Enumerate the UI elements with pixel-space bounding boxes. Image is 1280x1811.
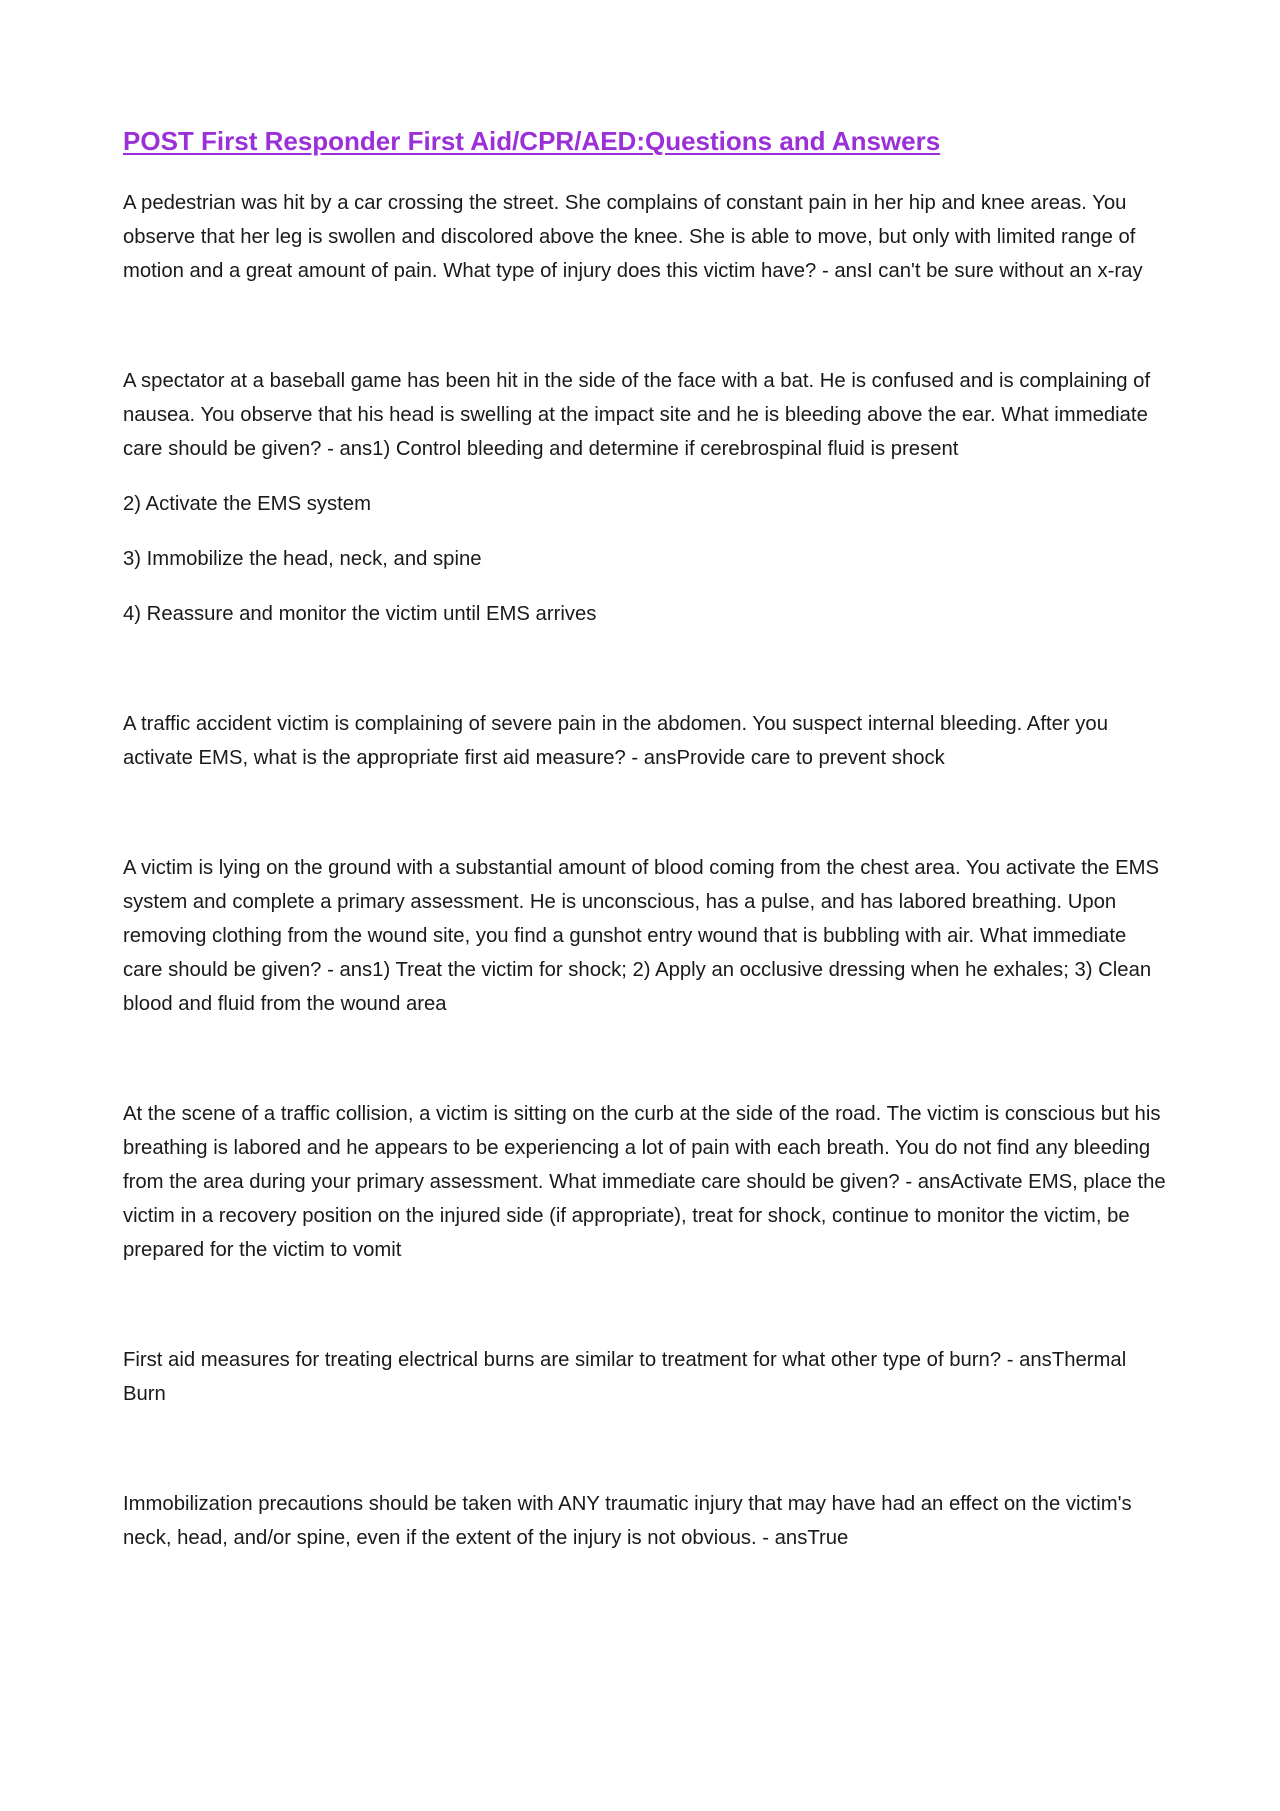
qa-item-1	[123, 186, 1168, 288]
qa-item-6	[123, 1343, 1168, 1411]
document-title-link[interactable]: POST First Responder First Aid/CPR/AED:Questions and Answers	[123, 126, 941, 156]
qa-paragraph: A pedestrian was hit by a car crossing the street. She complains of constant pain in her hip and knee areas. You observe that her leg is swollen and discolored above the knee. She is able to move, but only with limited range of motion and a great amount of pain. What type of injury does this victim have? - ansI can't be sure without an x-ray	[123, 192, 1143, 282]
qa-item-4	[123, 851, 1168, 1021]
qa-paragraph: Immobilization precautions should be taken with ANY traumatic injury that may have had an effect on the victim's neck, head, and/or spine, even if the extent of the injury is not obvious. - ansTrue	[123, 1493, 1132, 1549]
qa-paragraph: At the scene of a traffic collision, a victim is sitting on the curb at the side of the road. The victim is conscious but his breathing is labored and he appears to be experiencing a lot of pain with each breath. You do not find any bleeding from the area during your primary assessment. What immediate care should be given? - ansActivate EMS, place the victim in a recovery position on the injured side (if appropriate), treat for shock, continue to monitor the victim, be prepared for the victim to vomit	[123, 1103, 1166, 1261]
qa-item-5	[123, 1097, 1168, 1267]
qa-item-3	[123, 707, 1168, 775]
qa-paragraph: First aid measures for treating electrical burns are similar to treatment for what other type of burn? - ansThermal Burn	[123, 1349, 1127, 1405]
qa-paragraph: A victim is lying on the ground with a substantial amount of blood coming from the chest area. You activate the EMS system and complete a primary assessment. He is unconscious, has a pulse, and has labored breathing. Upon removing clothing from the wound site, you find a gunshot entry wound that is bubbling with air. What immediate care should be given? - ans1) Treat the victim for shock; 2) Apply an occlusive dressing when he exhales; 3) Clean blood and fluid from the wound area	[123, 857, 1160, 1015]
qa-item-2	[123, 364, 1168, 631]
qa-paragraph: 3) Immobilize the head, neck, and spine	[123, 548, 482, 570]
qa-paragraph: 2) Activate the EMS system	[123, 493, 371, 515]
qa-item-7	[123, 1487, 1168, 1555]
qa-paragraph: A traffic accident victim is complaining of severe pain in the abdomen. You suspect internal bleeding. After you activate EMS, what is the appropriate first aid measure? - ansProvide care to prevent shock	[123, 713, 1108, 769]
qa-paragraph: A spectator at a baseball game has been hit in the side of the face with a bat. He is confused and is complaining of nausea. You observe that his head is swelling at the impact site and he is bleeding above the ear. What immediate care should be given? - ans1) Control bleeding and determine if cerebrospinal fluid is present	[123, 370, 1151, 460]
qa-paragraph: 4) Reassure and monitor the victim until EMS arrives	[123, 603, 597, 625]
